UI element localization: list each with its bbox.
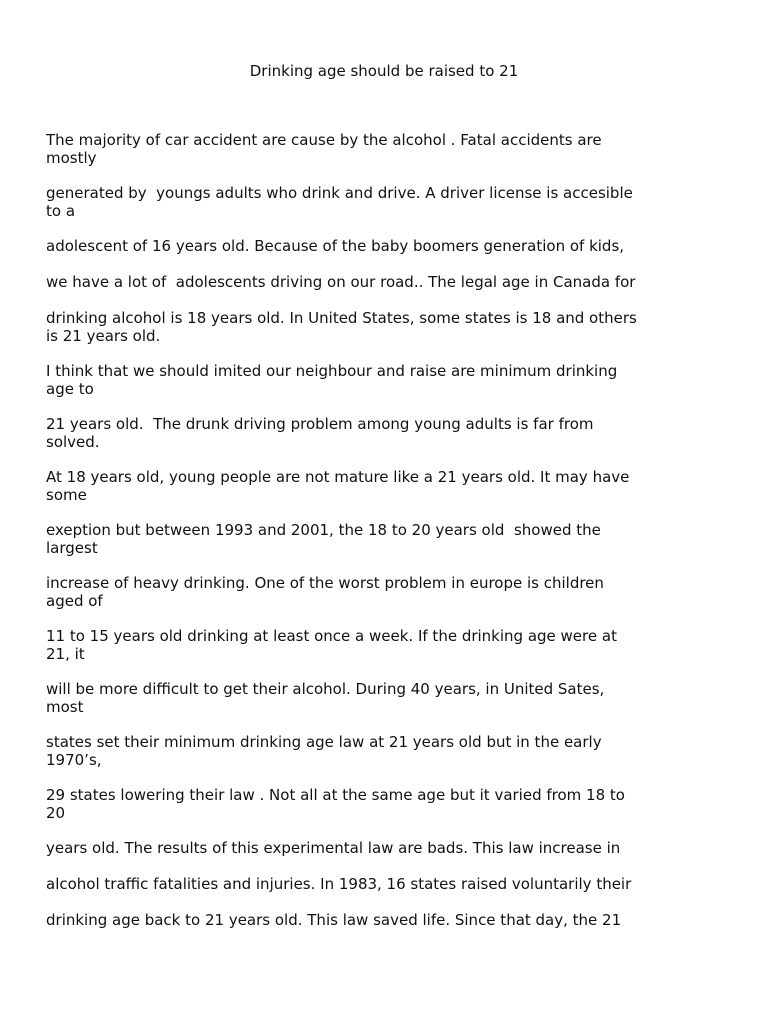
- paragraph-line: alcohol traffic fatalities and injuries. In 1983, 16 states raised voluntarily their: [46, 875, 632, 893]
- paragraph-line: states set their minimum drinking age law at 21 years old but in the early 1970’s,: [46, 733, 602, 769]
- paragraph-line: I think that we should imited our neighbour and raise are minimum drinking age to: [46, 362, 618, 398]
- paragraph-line: 11 to 15 years old drinking at least once a week. If the drinking age were at 21, it: [46, 627, 617, 663]
- paragraph-line: years old. The results of this experimental law are bads. This law increase in: [46, 839, 621, 857]
- paragraph-line: 21 years old. The drunk driving problem among young adults is far from solved.: [46, 415, 594, 451]
- paragraph-line: drinking alcohol is 18 years old. In United States, some states is 18 and others is 21 years old.: [46, 309, 637, 345]
- paragraph-line: adolescent of 16 years old. Because of the baby boomers generation of kids,: [46, 237, 625, 255]
- paragraph-line: The majority of car accident are cause by the alcohol . Fatal accidents are mostly: [46, 131, 602, 167]
- paragraph-line: we have a lot of adolescents driving on our road.. The legal age in Canada for: [46, 273, 636, 291]
- paragraph-line: drinking age back to 21 years old. This law saved life. Since that day, the 21: [46, 911, 622, 929]
- paragraph-line: exeption but between 1993 and 2001, the 18 to 20 years old showed the largest: [46, 521, 601, 557]
- paragraph-line: increase of heavy drinking. One of the worst problem in europe is children aged of: [46, 574, 604, 610]
- document-title: Drinking age should be raised to 21: [249, 62, 519, 80]
- document-body: [46, 132, 736, 948]
- paragraph-line: At 18 years old, young people are not mature like a 21 years old. It may have some: [46, 468, 630, 504]
- paragraph-line: generated by youngs adults who drink and drive. A driver license is accesible to a: [46, 184, 633, 220]
- paragraph-line: will be more difficult to get their alcohol. During 40 years, in United Sates, most: [46, 680, 605, 716]
- paragraph-line: 29 states lowering their law . Not all at the same age but it varied from 18 to 20: [46, 786, 625, 822]
